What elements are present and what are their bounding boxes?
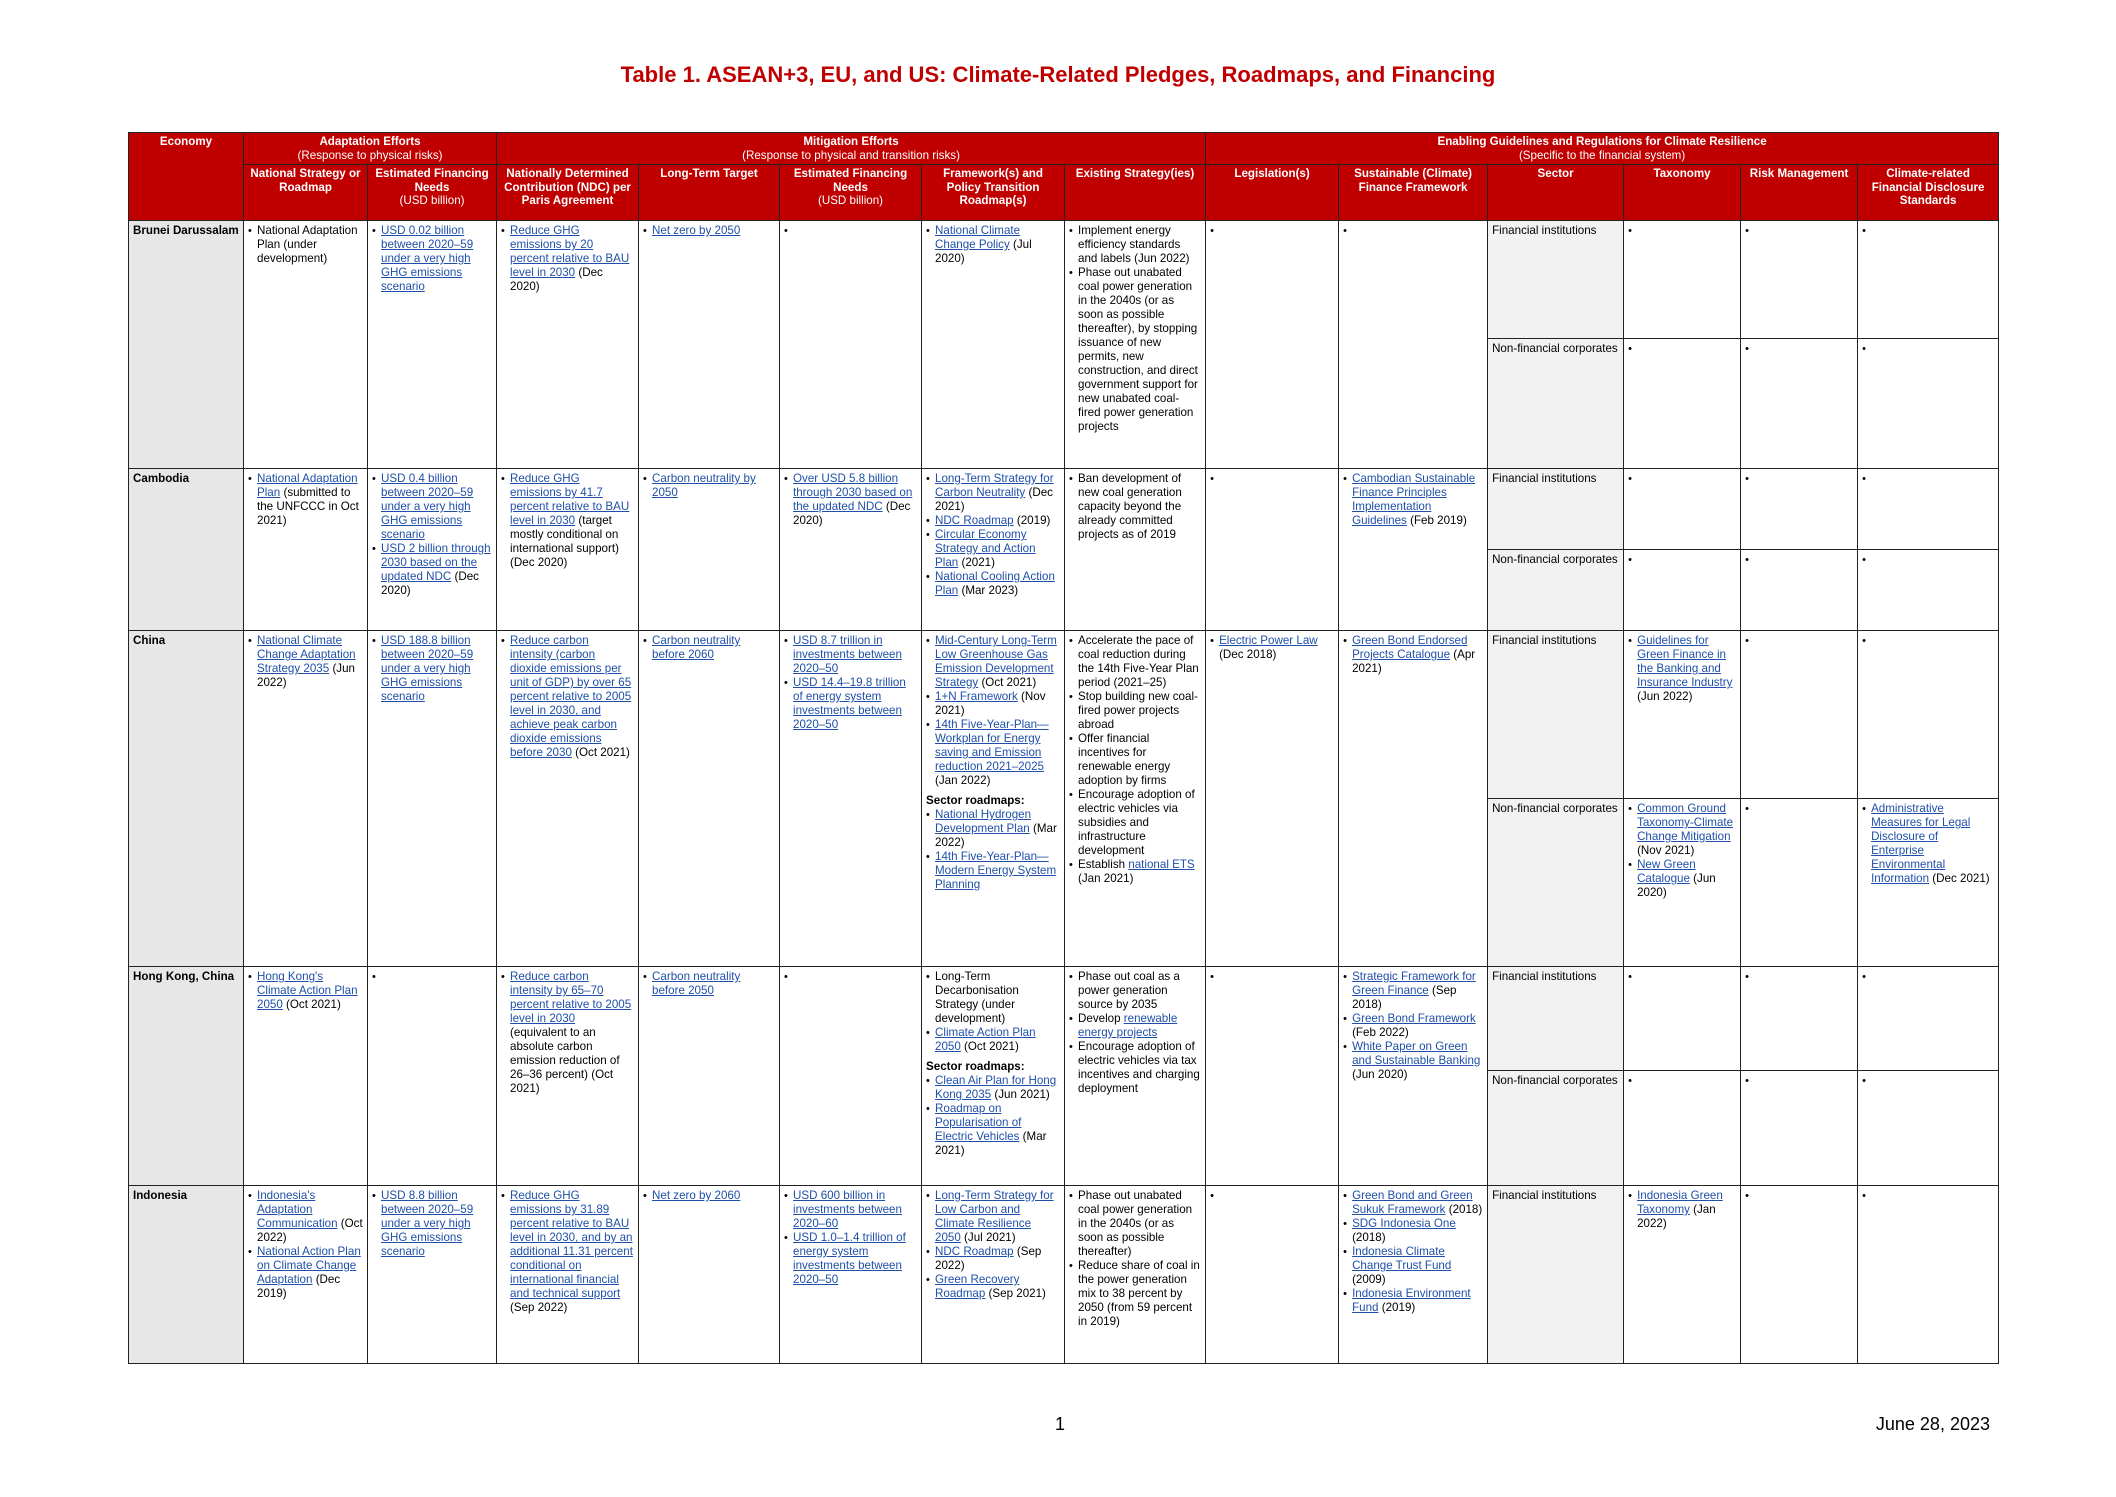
list-item — [926, 1273, 1060, 1301]
list-item: • Long-Term Decarbonisation Strategy (under development) — [926, 970, 1060, 1026]
link[interactable]: Hong Kong's Climate Action Plan 2050 — [257, 970, 358, 1011]
list-item — [926, 634, 1060, 690]
list-item — [1343, 1217, 1483, 1245]
list-item — [501, 970, 634, 1096]
link[interactable]: Common Ground Taxonomy-Climate Change Mitigation — [1637, 802, 1734, 843]
link[interactable]: Clean Air Plan for Hong Kong 2035 — [935, 1074, 1057, 1101]
mitigation-financing-cell — [780, 631, 922, 967]
header-economy: Economy — [129, 133, 244, 221]
national-strategy-cell — [244, 967, 368, 1186]
header-col: Long-Term Target — [639, 165, 780, 221]
link[interactable]: 14th Five-Year-Plan—Workplan for Energy saving and Emission reduction 2021–2025 — [935, 718, 1049, 773]
list-item — [784, 472, 917, 528]
list-item — [784, 1189, 917, 1231]
long-term-target-cell — [639, 1186, 780, 1364]
risk-management-cell — [1741, 1186, 1858, 1364]
link[interactable]: National Hydrogen Development Plan — [935, 808, 1032, 835]
date-text: (Dec 2020) — [381, 570, 479, 597]
list-item — [372, 472, 492, 542]
date-text: (equivalent to an absolute carbon emission reduction of 26–36 percent) (Oct 2021) — [510, 1026, 620, 1095]
header-col: Sector — [1488, 165, 1624, 221]
strategy-cell — [1065, 1186, 1206, 1364]
link[interactable]: USD 2 billion through 2030 based on the updated NDC — [381, 542, 491, 583]
economy-cell: China — [129, 631, 244, 967]
link[interactable]: Reduce GHG emissions by 41.7 percent relative to BAU level in 2030 — [510, 472, 630, 527]
link[interactable]: Green Bond Endorsed Projects Catalogue — [1352, 634, 1468, 661]
sector-roadmaps-heading: Sector roadmaps: — [926, 1060, 1025, 1073]
link[interactable]: USD 0.02 billion between 2020–59 under a very high GHG emissions scenario — [381, 224, 474, 293]
taxonomy-cell — [1624, 339, 1741, 469]
list-item: • Establish national ETS (Jan 2021) — [1069, 858, 1201, 886]
link[interactable]: Long-Term Strategy for Carbon Neutrality — [935, 472, 1054, 499]
taxonomy-cell — [1624, 631, 1741, 799]
date-text: (Jul 2021) — [964, 1231, 1016, 1244]
list-item — [372, 1189, 492, 1259]
header-col: Nationally Determined Contribution (NDC) per Paris Agreement — [497, 165, 639, 221]
header-col: Framework(s) and Policy Transition Roadmap(s) — [922, 165, 1065, 221]
list-item — [643, 472, 775, 500]
link[interactable]: USD 0.4 billion between 2020–59 under a very high GHG emissions scenario — [381, 472, 474, 541]
list-item — [926, 850, 1060, 892]
date-text: (Apr 2021) — [1352, 648, 1476, 675]
legislation-cell — [1206, 631, 1339, 967]
list-item — [372, 634, 492, 704]
framework-cell — [922, 1186, 1065, 1364]
disclosure-cell — [1858, 967, 1999, 1071]
link[interactable]: National Adaptation Plan — [257, 472, 358, 499]
list-item — [926, 1026, 1060, 1054]
date-text: (Dec 2021) — [1932, 872, 1990, 885]
long-term-target-cell — [639, 967, 780, 1186]
list-item — [784, 676, 917, 732]
sector-cell: Financial institutions — [1488, 469, 1624, 550]
list-item — [1343, 1040, 1483, 1082]
list-item — [926, 514, 1060, 528]
strategy-cell — [1065, 967, 1206, 1186]
link[interactable]: Reduce carbon intensity by 65–70 percent relative to 2005 level in 2030 — [510, 970, 632, 1025]
link[interactable]: White Paper on Green and Sustainable Banking — [1352, 1040, 1481, 1067]
link[interactable]: Administrative Measures for Legal Disclosure of Enterprise Environmental Information — [1871, 802, 1971, 885]
climate-pledges-table — [128, 132, 1999, 1364]
link[interactable]: Mid-Century Long-Term Low Greenhouse Gas Emission Development Strategy — [935, 634, 1057, 689]
date-text: (Jan 2022) — [935, 774, 991, 787]
link[interactable]: Strategic Framework for Green Finance — [1352, 970, 1476, 997]
list-item: • Implement energy efficiency standards and labels (Jun 2022) — [1069, 224, 1201, 266]
ndc-cell — [497, 967, 639, 1186]
date-text: (Jul 2020) — [935, 238, 1032, 265]
link[interactable]: USD 600 billion in investments between 2020–60 — [793, 1189, 902, 1230]
date-text: (Jan 2022) — [1637, 1203, 1716, 1230]
adaptation-financing-cell — [368, 1186, 497, 1364]
date-text: (Oct 2022) — [257, 1217, 363, 1244]
disclosure-cell — [1858, 1186, 1999, 1364]
disclosure-cell — [1858, 631, 1999, 799]
date-text: (Dec 2020) — [793, 500, 911, 527]
date-text: (Oct 2021) — [286, 998, 341, 1011]
economy-cell: Hong Kong, China — [129, 967, 244, 1186]
list-item — [1343, 1012, 1483, 1040]
header-enabling: Enabling Guidelines and Regulations for Climate Resilience (Specific to the financial system) — [1206, 133, 1999, 165]
date-text: (Dec 2019) — [257, 1273, 341, 1300]
list-item: • Reduce share of coal in the power generation mix to 38 percent by 2050 (from 59 percent in 2019) — [1069, 1259, 1201, 1329]
link[interactable]: Reduce carbon intensity (carbon dioxide emissions per unit of GDP) by over 65 percent relative to 2005 level in 2030, and achieve peak carbon dioxide emissions before 2030 — [510, 634, 632, 759]
link[interactable]: National Climate Change Policy — [935, 224, 1021, 251]
link[interactable]: Indonesia's Adaptation Communication — [257, 1189, 338, 1230]
risk-management-cell — [1741, 221, 1858, 339]
taxonomy-cell — [1624, 799, 1741, 967]
table-title: Table 1. ASEAN+3, EU, and US: Climate-Related Pledges, Roadmaps, and Financing — [620, 62, 1496, 87]
list-item — [926, 1245, 1060, 1273]
taxonomy-cell — [1624, 1071, 1741, 1186]
economy-cell: Brunei Darussalam — [129, 221, 244, 469]
finance-framework-cell — [1339, 967, 1488, 1186]
link[interactable]: Climate Action Plan 2050 — [935, 1026, 1036, 1053]
list-item — [926, 224, 1060, 266]
date-text: (Mar 2022) — [935, 822, 1057, 849]
list-item: • Encourage adoption of electric vehicles via subsidies and infrastructure development — [1069, 788, 1201, 858]
strategy-cell — [1065, 469, 1206, 631]
list-item — [1343, 1245, 1483, 1287]
national-strategy-cell — [244, 631, 368, 967]
date-text: (submitted to the UNFCCC in Oct 2021) — [257, 486, 359, 527]
ndc-cell — [497, 1186, 639, 1364]
date-text: (2018) — [1448, 1203, 1483, 1216]
list-item — [926, 570, 1060, 598]
list-item — [926, 808, 1060, 850]
list-item — [1628, 634, 1736, 704]
sector-roadmaps-heading: Sector roadmaps: — [926, 794, 1025, 807]
link[interactable]: Indonesia Climate Change Trust Fund — [1352, 1245, 1452, 1272]
link[interactable]: Cambodian Sustainable Finance Principles Implementation Guidelines — [1352, 472, 1476, 527]
link[interactable]: Green Bond Framework — [1352, 1012, 1476, 1025]
link[interactable]: Carbon neutrality before 2060 — [652, 634, 741, 661]
finance-framework-cell — [1339, 469, 1488, 631]
taxonomy-cell — [1624, 967, 1741, 1071]
link[interactable]: Reduce GHG emissions by 20 percent relative to BAU level in 2030 — [510, 224, 630, 279]
list-item — [501, 1189, 634, 1315]
list-item — [784, 634, 917, 676]
link[interactable]: Over USD 5.8 billion through 2030 based on the updated NDC — [793, 472, 913, 513]
list-item — [372, 542, 492, 598]
link[interactable]: renewable energy projects — [1078, 1012, 1178, 1039]
list-item — [1343, 970, 1483, 1012]
strategy-cell — [1065, 631, 1206, 967]
sector-cell: Non-financial corporates — [1488, 799, 1624, 967]
disclosure-cell — [1858, 221, 1999, 339]
link[interactable]: National Cooling Action Plan — [935, 570, 1055, 597]
taxonomy-cell — [1624, 550, 1741, 631]
header-col: Climate-related Financial Disclosure Standards — [1858, 165, 1999, 221]
link[interactable]: Carbon neutrality before 2050 — [652, 970, 741, 997]
link[interactable]: USD 14.4–19.8 trillion of energy system investments between 2020–50 — [793, 676, 906, 731]
list-item — [926, 528, 1060, 570]
list-item — [248, 1189, 363, 1245]
list-item: • National Adaptation Plan (under development) — [248, 224, 363, 266]
header-col: Existing Strategy(ies) — [1065, 165, 1206, 221]
list-item — [926, 1102, 1060, 1158]
date-text: (Oct 2021) — [575, 746, 630, 759]
header-col: Estimated Financing Needs (USD billion) — [780, 165, 922, 221]
national-strategy-cell — [244, 1186, 368, 1364]
date-text: (Jan 2021) — [1078, 872, 1134, 885]
list-item — [1343, 1189, 1483, 1217]
finance-framework-cell — [1339, 631, 1488, 967]
long-term-target-cell — [639, 469, 780, 631]
date-text: (target mostly conditional on international support) (Dec 2020) — [510, 514, 619, 569]
date-text: (Dec 2021) — [935, 486, 1053, 513]
disclosure-cell — [1858, 1071, 1999, 1186]
list-item — [643, 634, 775, 662]
link[interactable]: SDG Indonesia One — [1352, 1217, 1456, 1230]
list-item — [501, 224, 634, 294]
disclosure-cell — [1858, 339, 1999, 469]
date-text: (Nov 2021) — [1637, 844, 1695, 857]
list-item — [248, 634, 363, 690]
list-item: • Ban development of new coal generation capacity beyond the already committed projects as of 2019 — [1069, 472, 1201, 542]
date-text: (Sep 2018) — [1352, 984, 1457, 1011]
legislation-cell — [1206, 967, 1339, 1186]
link[interactable]: Guidelines for Green Finance in the Banking and Insurance Industry — [1637, 634, 1733, 689]
link[interactable]: USD 8.7 trillion in investments between 2020–50 — [793, 634, 902, 675]
header-col: Sustainable (Climate) Finance Framework — [1339, 165, 1488, 221]
list-item — [926, 690, 1060, 718]
link[interactable]: NDC Roadmap — [935, 514, 1014, 527]
link[interactable]: NDC Roadmap — [935, 1245, 1014, 1258]
list-item — [784, 1231, 917, 1287]
ndc-cell — [497, 221, 639, 469]
list-item — [926, 1074, 1060, 1102]
header-col: National Strategy or Roadmap — [244, 165, 368, 221]
list-item: • Develop renewable energy projects — [1069, 1012, 1201, 1040]
legislation-cell — [1206, 1186, 1339, 1364]
framework-cell — [922, 631, 1065, 967]
date-text: (Nov 2021) — [935, 690, 1046, 717]
link[interactable]: Net zero by 2060 — [652, 1189, 741, 1202]
disclosure-cell — [1858, 550, 1999, 631]
framework-cell — [922, 967, 1065, 1186]
date-text: (Dec 2020) — [510, 266, 603, 293]
date-text: (Jun 2020) — [1352, 1068, 1408, 1081]
framework-cell — [922, 221, 1065, 469]
link[interactable]: National Action Plan on Climate Change Adaptation — [257, 1245, 361, 1286]
link[interactable]: USD 1.0–1.4 trillion of energy system investments between 2020–50 — [793, 1231, 906, 1286]
link[interactable]: Long-Term Strategy for Low Carbon and Climate Resilience 2050 — [935, 1189, 1054, 1244]
date-text: (Oct 2021) — [964, 1040, 1019, 1053]
list-item — [372, 224, 492, 294]
sector-cell: Non-financial corporates — [1488, 550, 1624, 631]
link[interactable]: Indonesia Green Taxonomy — [1637, 1189, 1723, 1216]
date-text: (2021) — [961, 556, 995, 569]
list-item: • Stop building new coal-fired power projects abroad — [1069, 690, 1201, 732]
legislation-cell — [1206, 221, 1339, 469]
national-strategy-cell — [244, 469, 368, 631]
adaptation-financing-cell — [368, 631, 497, 967]
list-item — [643, 224, 775, 238]
link[interactable]: Indonesia Environment Fund — [1352, 1287, 1471, 1314]
date-text: (Mar 2023) — [961, 584, 1019, 597]
date-text: (Jun 2022) — [1637, 690, 1693, 703]
date-text: (Jun 2022) — [257, 662, 355, 689]
link[interactable]: 14th Five-Year-Plan—Modern Energy System Planning — [935, 850, 1057, 891]
sector-cell: Financial institutions — [1488, 967, 1624, 1071]
legislation-cell — [1206, 469, 1339, 631]
taxonomy-cell — [1624, 221, 1741, 339]
link[interactable]: Electric Power Law — [1219, 634, 1318, 647]
date-text: (Feb 2019) — [1410, 514, 1467, 527]
disclosure-cell — [1858, 469, 1999, 550]
list-item — [1628, 802, 1736, 858]
link[interactable]: Carbon neutrality by 2050 — [652, 472, 756, 499]
date-text: (Jun 2021) — [994, 1088, 1050, 1101]
list-item — [926, 718, 1060, 788]
economy-cell: Indonesia — [129, 1186, 244, 1364]
risk-management-cell — [1741, 469, 1858, 550]
link[interactable]: USD 8.8 billion between 2020–59 under a very high GHG emissions scenario — [381, 1189, 474, 1258]
mitigation-financing-cell — [780, 1186, 922, 1364]
list-item — [1343, 1287, 1483, 1315]
date-text: (Sep 2021) — [988, 1287, 1046, 1300]
list-item — [643, 970, 775, 998]
list-item — [1343, 634, 1483, 676]
adaptation-financing-cell — [368, 967, 497, 1186]
finance-framework-cell — [1339, 1186, 1488, 1364]
sector-cell: Financial institutions — [1488, 1186, 1624, 1364]
sector-cell: Non-financial corporates — [1488, 1071, 1624, 1186]
link[interactable]: Roadmap on Popularisation of Electric Vehicles — [935, 1102, 1022, 1143]
adaptation-financing-cell — [368, 221, 497, 469]
date-text: (2018) — [1352, 1231, 1386, 1244]
risk-management-cell — [1741, 799, 1858, 967]
date-text: (Sep 2022) — [510, 1301, 568, 1314]
risk-management-cell — [1741, 1071, 1858, 1186]
date-text: (Mar 2021) — [935, 1130, 1047, 1157]
date-text: (2019) — [1016, 514, 1051, 527]
list-item — [501, 472, 634, 570]
strategy-cell — [1065, 221, 1206, 469]
risk-management-cell — [1741, 339, 1858, 469]
link[interactable]: USD 188.8 billion between 2020–59 under a very high GHG emissions scenario — [381, 634, 474, 703]
link[interactable]: Circular Economy Strategy and Action Plan — [935, 528, 1036, 569]
link[interactable]: Green Recovery Roadmap — [935, 1273, 1020, 1300]
adaptation-financing-cell — [368, 469, 497, 631]
header-mitigation: Mitigation Efforts (Response to physical and transition risks) — [497, 133, 1206, 165]
sector-cell: Financial institutions — [1488, 631, 1624, 799]
page-number: 1 — [1054, 1414, 1065, 1434]
framework-cell — [922, 469, 1065, 631]
list-item — [643, 1189, 775, 1203]
date-text: (2009) — [1352, 1273, 1386, 1286]
taxonomy-cell — [1624, 469, 1741, 550]
document-date: June 28, 2023 — [1875, 1414, 1990, 1434]
date-text: (2019) — [1381, 1301, 1416, 1314]
national-strategy-cell — [244, 221, 368, 469]
date-text: (Dec 2018) — [1219, 648, 1277, 661]
long-term-target-cell — [639, 631, 780, 967]
economy-cell: Cambodia — [129, 469, 244, 631]
link[interactable]: national ETS — [1128, 858, 1195, 871]
list-item — [248, 1245, 363, 1301]
risk-management-cell — [1741, 967, 1858, 1071]
mitigation-financing-cell — [780, 967, 922, 1186]
list-item: • Phase out coal as a power generation source by 2035 — [1069, 970, 1201, 1012]
list-item — [1628, 1189, 1736, 1231]
list-item: • Phase out unabated coal power generation in the 2040s (or as soon as possible thereafter) — [1069, 1189, 1201, 1259]
header-col: Legislation(s) — [1206, 165, 1339, 221]
list-item — [926, 1189, 1060, 1245]
header-col: Taxonomy — [1624, 165, 1741, 221]
header-adaptation: Adaptation Efforts (Response to physical risks) — [244, 133, 497, 165]
list-item: • Offer financial incentives for renewable energy adoption by firms — [1069, 732, 1201, 788]
sector-cell: Financial institutions — [1488, 221, 1624, 339]
header-col: Estimated Financing Needs (USD billion) — [368, 165, 497, 221]
mitigation-financing-cell — [780, 469, 922, 631]
list-item — [1210, 634, 1334, 662]
list-item — [1343, 472, 1483, 528]
link[interactable]: National Climate Change Adaptation Strategy 2035 — [257, 634, 356, 675]
list-item — [248, 472, 363, 528]
date-text: (Sep 2022) — [935, 1245, 1042, 1272]
list-item — [1862, 802, 1994, 886]
long-term-target-cell — [639, 221, 780, 469]
list-item — [248, 970, 363, 1012]
link[interactable]: Net zero by 2050 — [652, 224, 741, 237]
finance-framework-cell — [1339, 221, 1488, 469]
taxonomy-cell — [1624, 1186, 1741, 1364]
list-item: • Accelerate the pace of coal reduction during the 14th Five-Year Plan period (2021–25) — [1069, 634, 1201, 690]
date-text: (Jun 2020) — [1637, 872, 1716, 899]
list-item — [926, 472, 1060, 514]
disclosure-cell — [1858, 799, 1999, 967]
risk-management-cell — [1741, 631, 1858, 799]
mitigation-financing-cell — [780, 221, 922, 469]
risk-management-cell — [1741, 550, 1858, 631]
list-item: • Encourage adoption of electric vehicles via tax incentives and charging deployment — [1069, 1040, 1201, 1096]
link[interactable]: 1+N Framework — [935, 690, 1018, 703]
date-text: (Oct 2021) — [981, 676, 1037, 689]
header-col: Risk Management — [1741, 165, 1858, 221]
date-text: (Feb 2022) — [1352, 1026, 1409, 1039]
sector-cell: Non-financial corporates — [1488, 339, 1624, 469]
list-item — [1628, 858, 1736, 900]
list-item — [501, 634, 634, 760]
list-item: • Phase out unabated coal power generation in the 2040s (or as soon as possible thereafter), by stopping issuance of new permits, new construction, and direct government support for new unabated coal-fired power generation projects — [1069, 266, 1201, 434]
ndc-cell — [497, 469, 639, 631]
link[interactable]: New Green Catalogue — [1637, 858, 1696, 885]
link[interactable]: Reduce GHG emissions by 31.89 percent relative to BAU level in 2030, and by an additional 11.31 percent conditional on international financial and technical support — [510, 1189, 633, 1300]
link[interactable]: Green Bond and Green Sukuk Framework — [1352, 1189, 1473, 1216]
ndc-cell — [497, 631, 639, 967]
